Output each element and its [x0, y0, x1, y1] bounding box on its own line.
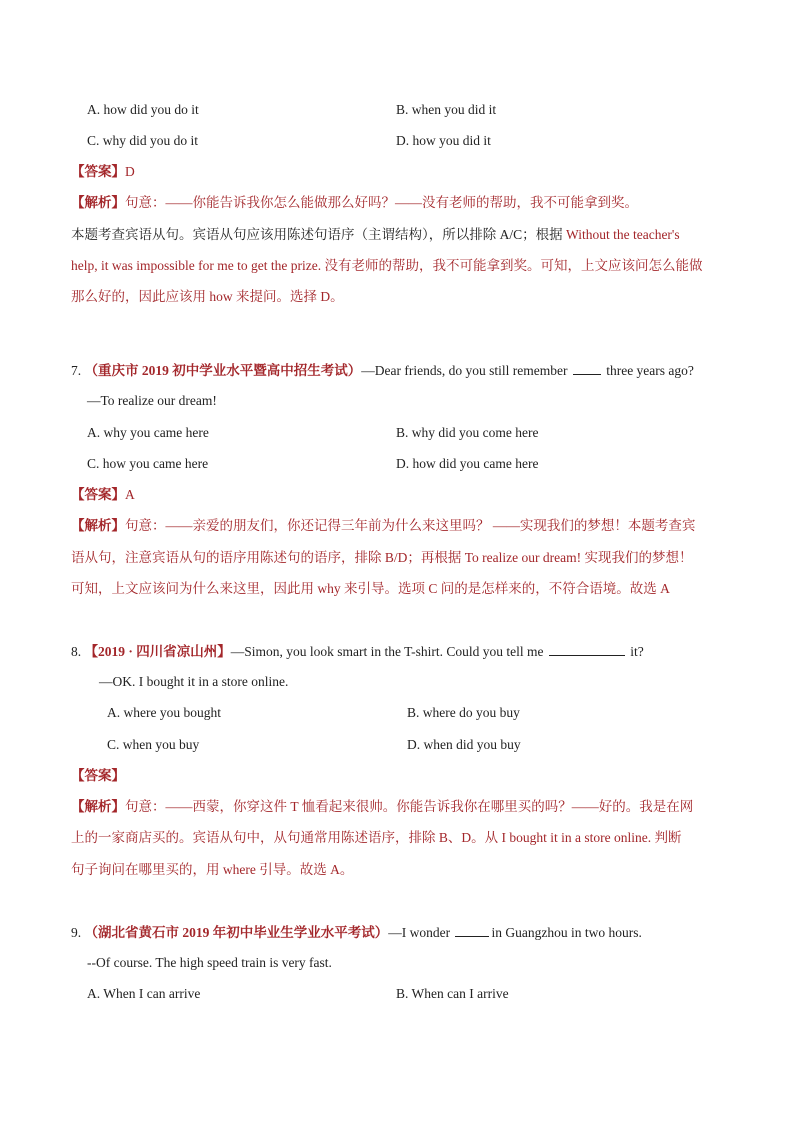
q6-option-b: B. when you did it	[396, 102, 497, 117]
q7-answer	[71, 486, 135, 504]
q6-answer	[71, 163, 135, 181]
analysis-label: 【解析】	[71, 518, 125, 533]
q8-answer: 【答案】	[71, 768, 125, 783]
q7-stem	[71, 361, 694, 380]
question-number: 8.	[71, 644, 82, 659]
q8-option-c: C. when you buy	[107, 737, 200, 752]
analysis-label: 【解析】	[71, 799, 125, 814]
answer-value: D	[125, 164, 135, 179]
q8-option-a: A. where you bought	[107, 705, 221, 720]
q8-stem	[71, 642, 644, 661]
question-text: in Guangzhou in two hours.	[491, 925, 642, 940]
q6-analysis-line-3	[71, 257, 702, 275]
question-text: three years ago?	[602, 363, 694, 378]
q9-stem	[71, 923, 642, 942]
q8-option-d: D. when did you buy	[407, 737, 521, 752]
analysis-text: 句意：——亲爱的朋友们，你还记得三年前为什么来这里吗？ ——实现我们的梦想！本题考查宾	[125, 518, 696, 533]
q8-reply: —OK. I bought it in a store online.	[99, 674, 289, 689]
question-text: —Simon, you look smart in the T-shirt. Could you tell me	[230, 644, 547, 659]
q6-option-d: D. how you did it	[396, 133, 491, 148]
q9-option-b: B. When can I arrive	[396, 986, 509, 1001]
analysis-text-quote: help, it was impossible for me to get the prize.	[71, 258, 322, 273]
q8-analysis-line-1	[71, 798, 693, 816]
question-source: （重庆市 2019 初中学业水平暨高中招生考试）	[84, 363, 362, 378]
answer-blank	[455, 923, 489, 937]
q6-analysis-line-4: 那么好的，因此应该用 how 来提问。选择 D。	[71, 289, 344, 304]
q7-reply: —To realize our dream!	[87, 393, 217, 408]
question-source: （湖北省黄石市 2019 年初中毕业生学业水平考试）	[84, 925, 389, 940]
q7-option-c: C. how you came here	[87, 456, 209, 471]
q7-analysis-line-2: 语从句，注意宾语从句的语序用陈述句的语序，排除 B/D；再根据 To realize our dream! 实现我们的梦想！	[71, 550, 693, 565]
q8-analysis-line-2: 上的一家商店买的。宾语从句中，从句通常用陈述语序，排除 B、D。从 I bought it in a store online. 判断	[71, 830, 682, 845]
q6-analysis-line-1	[71, 194, 638, 212]
q7-analysis-line-1	[71, 517, 695, 535]
question-text: —I wonder	[388, 925, 454, 940]
answer-blank	[549, 642, 625, 656]
analysis-text: 本题考查宾语从句。宾语从句应该用陈述句语序（主谓结构），所以排除 A/C；根据	[71, 227, 567, 242]
question-text: it?	[626, 644, 644, 659]
q7-option-d: D. how did you came here	[396, 456, 539, 471]
answer-label: 【答案】	[71, 487, 125, 502]
analysis-text: 没有老师的帮助，我不可能拿到奖。可知，上文应该问怎么能做	[321, 258, 703, 273]
q7-option-a: A. why you came here	[87, 425, 209, 440]
q8-analysis-line-3: 句子询问在哪里买的，用 where 引导。故选 A。	[71, 862, 354, 877]
q9-reply: --Of course. The high speed train is very fast.	[87, 955, 332, 970]
question-source: 【2019 · 四川省凉山州】	[84, 644, 231, 659]
answer-label: 【答案】	[71, 164, 125, 179]
question-text: —Dear friends, do you still remember	[361, 363, 571, 378]
analysis-label: 【解析】	[71, 195, 125, 210]
analysis-text: 句意：——西蒙，你穿这件 T 恤看起来很帅。你能告诉我你在哪里买的吗？——好的。我是在网	[125, 799, 694, 814]
q6-option-c: C. why did you do it	[87, 133, 199, 148]
answer-value: A	[125, 487, 135, 502]
analysis-text-quote: Without the teacher's	[566, 227, 680, 242]
q7-analysis-line-3: 可知，上文应该问为什么来这里，因此用 why 来引导。选项 C 问的是怎样来的，不符合语境。故选 A	[71, 581, 670, 596]
question-number: 9.	[71, 925, 82, 940]
answer-blank	[573, 361, 601, 375]
q6-analysis-line-2	[71, 226, 680, 244]
q9-option-a: A. When I can arrive	[87, 986, 201, 1001]
q6-option-a: A. how did you do it	[87, 102, 199, 117]
q7-option-b: B. why did you come here	[396, 425, 539, 440]
question-number: 7.	[71, 363, 82, 378]
q8-option-b: B. where do you buy	[407, 705, 520, 720]
analysis-text: 句意：——你能告诉我你怎么能做那么好吗？——没有老师的帮助，我不可能拿到奖。	[125, 195, 638, 210]
